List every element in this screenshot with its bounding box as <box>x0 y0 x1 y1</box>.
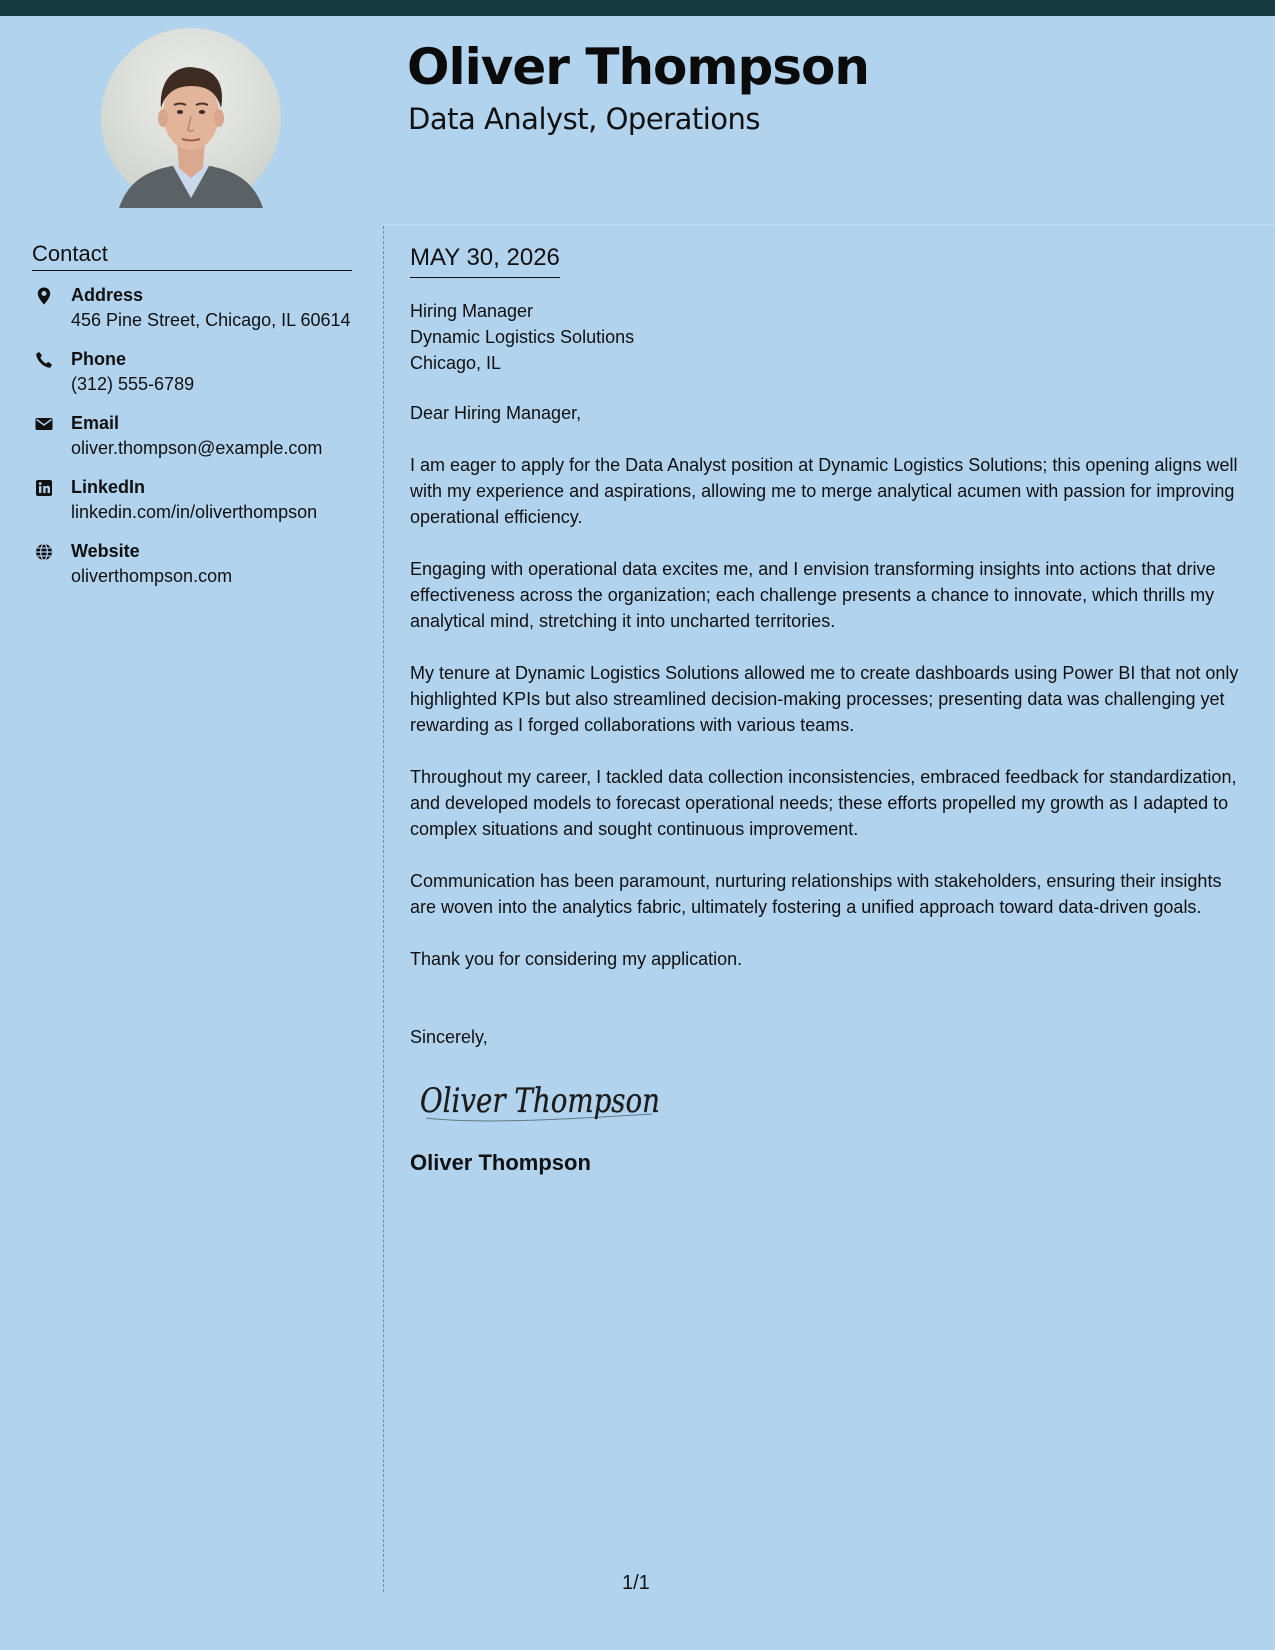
recipient-line: Hiring Manager <box>410 301 534 321</box>
contact-sidebar <box>32 240 352 589</box>
contact-label: Phone <box>71 349 127 369</box>
location-pin-icon <box>34 286 54 306</box>
closing-line: Thank you for considering my application. <box>410 949 743 969</box>
body-paragraph: Engaging with operational data excites me, and I envision transforming insights into actions that drive effectiveness across the organization; each challenge presents a chance to innovate, which thrills my analytical mind, stretching it into uncharted territories. <box>410 559 1216 631</box>
sign-off: Sincerely, <box>410 1027 488 1047</box>
signature-text: Oliver Thompson <box>420 1081 660 1121</box>
job-title: Data Analyst, Operations <box>408 102 761 136</box>
contact-phone <box>32 347 352 397</box>
body-paragraph: My tenure at Dynamic Logistics Solutions allowed me to create dashboards using Power BI that not only highlighted KPIs but also streamlined decision-making processes; presenting data was challenging yet rewarding as I forged collaborations with various teams. <box>410 663 1239 735</box>
cover-letter-body <box>410 240 1252 1176</box>
signed-name: Oliver Thompson <box>410 1150 591 1175</box>
recipient-line: Dynamic Logistics Solutions <box>410 327 635 347</box>
contact-label: LinkedIn <box>71 477 146 497</box>
contact-label: Website <box>71 541 140 561</box>
contact-website <box>32 539 352 589</box>
contact-address <box>32 283 352 333</box>
contact-value: 456 Pine Street, Chicago, IL 60614 <box>71 310 351 330</box>
portrait-image <box>101 28 281 208</box>
body-paragraph: Throughout my career, I tackled data collection inconsistencies, embraced feedback for standardization, and developed models to forecast operational needs; these efforts propelled my growth as I adapted to complex situations and sought continuous improvement. <box>410 767 1237 839</box>
contact-value[interactable]: oliver.thompson@example.com <box>71 438 323 458</box>
contact-value[interactable]: oliverthompson.com <box>71 566 233 586</box>
page-number: 1/1 <box>622 1572 650 1594</box>
linkedin-icon <box>34 478 54 498</box>
contact-heading: Contact <box>32 240 352 271</box>
phone-icon <box>34 350 54 370</box>
contact-email <box>32 411 352 461</box>
salutation: Dear Hiring Manager, <box>410 403 582 423</box>
applicant-name: Oliver Thompson <box>407 38 870 96</box>
body-paragraph: I am eager to apply for the Data Analyst position at Dynamic Logistics Solutions; this opening aligns well with my experience and aspirations, allowing me to merge analytical acumen with passion for improving operational efficiency. <box>410 455 1238 527</box>
email-icon <box>34 414 54 434</box>
profile-photo <box>101 28 281 208</box>
globe-icon <box>34 542 54 562</box>
top-bar <box>0 0 1275 16</box>
body-paragraph: Communication has been paramount, nurturing relationships with stakeholders, ensuring their insights are woven into the analytics fabric, ultimately fostering a unified approach toward data-driven goals. <box>410 871 1222 917</box>
column-divider <box>383 226 384 1592</box>
header-divider <box>383 224 1275 225</box>
recipient-line: Chicago, IL <box>410 353 502 373</box>
contact-label: Email <box>71 413 120 433</box>
handwritten-signature <box>416 1068 676 1132</box>
contact-linkedin <box>32 475 352 525</box>
contact-value[interactable]: (312) 555-6789 <box>71 374 195 394</box>
recipient-block <box>410 298 1252 376</box>
letter-date: MAY 30, 2026 <box>410 240 560 278</box>
contact-value[interactable]: linkedin.com/in/oliverthompson <box>71 502 318 522</box>
contact-label: Address <box>71 285 144 305</box>
